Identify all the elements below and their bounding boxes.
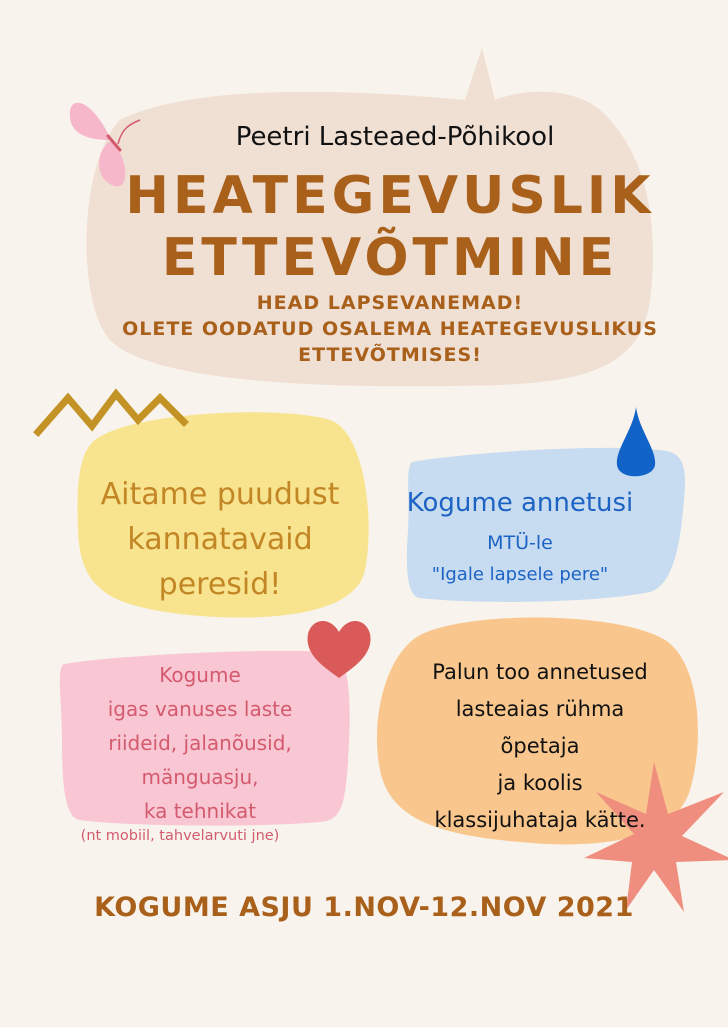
subtitle-line1: HEAD LAPSEVANEMAD! (256, 292, 524, 314)
pink-card-line2: igas vanuses laste (107, 697, 293, 721)
page-title-line2: ETTEVÕTMINE (161, 228, 619, 288)
orange-card-line2: lasteaias rühma (455, 697, 625, 721)
collection-dates-footer: KOGUME ASJU 1.NOV-12.NOV 2021 (94, 892, 634, 923)
orange-card-line5: klassijuhataja kätte. (434, 808, 646, 832)
orange-card-line1: Palun too annetused (432, 660, 648, 684)
pink-card-line5: ka tehnikat (143, 799, 257, 823)
pink-card-line4: mänguasju, (141, 765, 259, 789)
orange-card-line4: ja koolis (497, 771, 583, 795)
blue-card-line3: "Igale lapsele pere" (431, 564, 609, 585)
school-name: Peetri Lasteaed-Põhikool (235, 122, 555, 152)
blue-card-main: Kogume annetusi (406, 488, 634, 518)
yellow-card-text (70, 472, 370, 607)
pink-card-note: (nt mobiil, tahvelarvuti jne) (80, 828, 280, 844)
subtitle-line2: OLETE OODATUD OSALEMA HEATEGEVUSLIKUS (122, 318, 658, 340)
orange-card-text (390, 654, 690, 839)
orange-card-line3: õpetaja (500, 734, 580, 758)
blue-card-line2: MTÜ-le (487, 532, 553, 554)
pink-card-line1: Kogume (159, 663, 241, 687)
pink-card-text (50, 658, 350, 828)
yellow-card-line3: peresid! (158, 567, 282, 602)
subtitle-line3: ETTEVÕTMISES! (298, 344, 482, 366)
page-title-line1: HEATEGEVUSLIK (125, 166, 655, 226)
pink-card-line3: riideid, jalanõusid, (108, 731, 292, 755)
yellow-card-line2: kannatavaid (127, 522, 313, 557)
yellow-card-line1: Aitame puudust (100, 477, 340, 512)
